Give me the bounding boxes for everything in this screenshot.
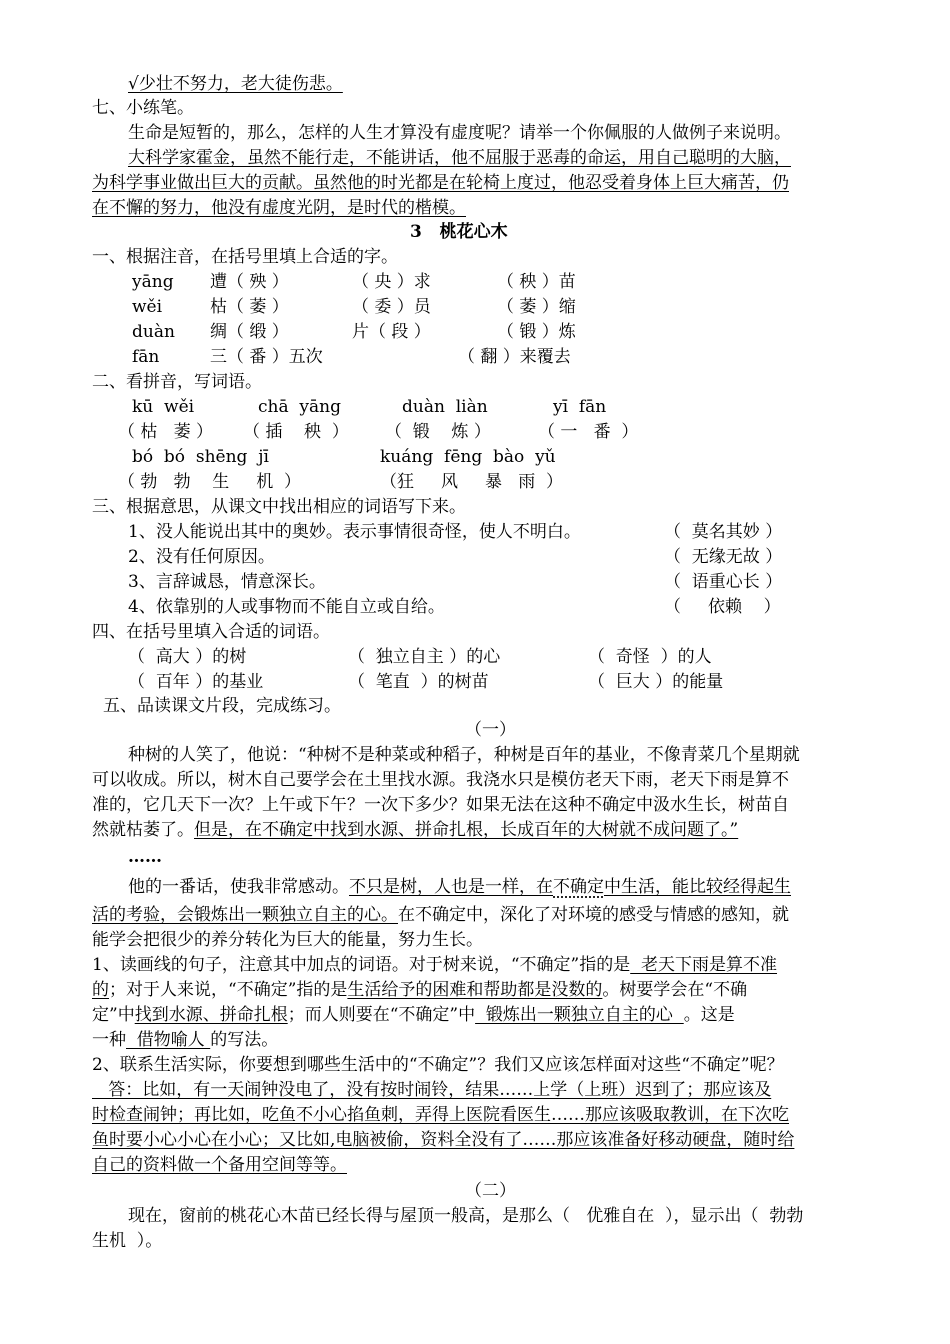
question-text: 的写法。 [210, 1030, 279, 1050]
fill-phrase: （ 奇怪 ）的人 [588, 647, 712, 667]
answer-item: （ 莫名其妙 ） [664, 522, 783, 542]
fill-phrase: （ 高大 ）的树 [128, 647, 247, 667]
underlined-sentence: 不只是树，人也是一样，在 [349, 877, 553, 897]
pinyin: wěi [132, 297, 163, 317]
answer-line: 答：比如，有一天闹钟没电了，没有按时闹铃，结果……上学（上班）迟到了；那应该及 [92, 1080, 772, 1100]
pinyin: yī fān [553, 397, 607, 417]
answer-line: 大科学家霍金，虽然不能行走，不能讲话，他不屈服于恶毒的命运，用自己聪明的大脑， [128, 148, 791, 168]
word-answer: （ 一 番 ） [538, 422, 639, 442]
fill-phrase: （ 笔直 ）的树苗 [348, 672, 489, 692]
answer-item: （ 无缘无故 ） [664, 547, 783, 567]
lesson-title: 3 桃花心木 [410, 222, 508, 242]
fill-item: （ 秧 ）苗 [497, 272, 576, 292]
passage-line: 准的，它几天下一次？上午或下午？一次下多少？如果无法在这种不确定中汲水生长，树苗自 [92, 795, 789, 815]
pinyin: yāng [132, 272, 174, 292]
exercise-line [92, 953, 777, 977]
fill-item: 遭（ 殃 ） [210, 272, 289, 292]
word-answer: （狂 风 暴 雨 ） [380, 472, 564, 492]
fill-item: （ 翻 ）来覆去 [458, 347, 571, 367]
passage-line: 现在，窗前的桃花心木苗已经长得与屋顶一般高，是那么（ 优雅自在 ），显示出（ 勃勃 [128, 1206, 804, 1226]
word-answer: （ 勃 勃 生 机 ） [118, 472, 302, 492]
pinyin: chā yāng [258, 397, 341, 417]
dotted-word: 不确定 [553, 877, 604, 897]
fill-phrase: （ 百年 ）的基业 [128, 672, 264, 692]
exercise-question: 2、联系生活实际，你要想到哪些生活中的“不确定”？我们又应该怎样面对这些“不确定”呢？ [92, 1055, 784, 1075]
answer-line: 时检查闹钟；再比如，吃鱼不小心掐鱼刺，弄得上医院看医生……那应该吸取教训，在下次吃 [92, 1105, 789, 1125]
passage-line: 种树的人笑了，他说：“种树不是种菜或种稻子，种树是百年的基业，不像青菜几个星期就 [128, 745, 800, 765]
passage-line [92, 903, 789, 927]
exercise-line [92, 1003, 735, 1027]
question-text: 1、读画线的句子，注意其中加点的词语。对于树来说，“不确定”指的是 [92, 955, 631, 975]
passage-text: 在不确定中，深化了对环境的感受与情感的感知，就 [398, 905, 789, 925]
question-item: 3、言辞诚恳，情意深长。 [128, 572, 326, 592]
fill-item: （ 委 ）员 [352, 297, 431, 317]
fill-item: 枯（ 萎 ） [210, 297, 289, 317]
pinyin: kū wěi [132, 397, 195, 417]
fill-phrase: （ 巨大 ）的能量 [588, 672, 724, 692]
word-answer: （ 锻 炼 ） [385, 422, 491, 442]
question-text: 。树要学会在“不确 [602, 980, 748, 1000]
fill-item: 绸（ 缎 ） [210, 322, 289, 342]
passage-line [92, 818, 738, 842]
underlined-sentence: 中生活，能比较经得起生 [604, 877, 791, 897]
pinyin: bó bó shēng jī [132, 447, 269, 467]
answer-line: 自己的资料做一个备用空间等等。 [92, 1155, 347, 1175]
question-text: ；而人则要在“不确定”中 [287, 1005, 476, 1025]
part-label: （二） [465, 1181, 516, 1201]
passage-line: 能学会把很少的养分转化为巨大的能量，努力生长。 [92, 930, 483, 950]
word-answer: （ 枯 萎 ） [118, 422, 214, 442]
pinyin: duàn liàn [402, 397, 488, 417]
passage-line [128, 875, 791, 899]
writing-prompt: 生命是短暂的，那么，怎样的人生才算没有虚度呢？请举一个你佩服的人做例子来说明。 [128, 123, 791, 143]
question-text: ；对于人来说，“不确定”指的是 [109, 980, 348, 1000]
answer-text: 生活给予的困难和帮助都是没数的 [347, 980, 603, 1000]
answer-item: （ 依赖 ） [664, 597, 781, 617]
passage-text: 然就枯萎了。 [92, 820, 194, 840]
passage-text: 他的一番话，使我非常感动。 [128, 877, 349, 897]
ellipsis: …… [128, 847, 162, 867]
pinyin: kuáng fēng bào yǔ [380, 447, 556, 467]
question-text: 一种 [92, 1030, 126, 1050]
section-heading-2: 二、看拼音，写词语。 [92, 372, 262, 392]
underlined-sentence: 但是，在不确定中找到水源、拼命扎根，长成百年的大树就不成问题了。” [194, 820, 739, 840]
section-heading-1: 一、根据注音，在括号里填上合适的字。 [92, 247, 398, 267]
answer-text: 借物喻人 [126, 1030, 211, 1050]
fill-phrase: （ 独立自主 ）的心 [348, 647, 501, 667]
question-text: 定”中 [92, 1005, 135, 1025]
exercise-line [92, 1028, 278, 1052]
section-heading-4: 四、在括号里填入合适的词语。 [92, 622, 330, 642]
word-answer: （ 插 秧 ） [243, 422, 349, 442]
answer-text: 的 [92, 980, 109, 1000]
underlined-sentence: 活的考验，会锻炼出一颗独立自主的心。 [92, 905, 398, 925]
pinyin: duàn [132, 322, 175, 342]
answer-text: 老天下雨是算不准 [630, 955, 778, 975]
answer-text: 找到水源、拼命扎根 [134, 1005, 288, 1025]
fill-item: （ 央 ）求 [352, 272, 431, 292]
answer-line: √少壮不努力，老大徒伤悲。 [128, 74, 343, 94]
passage-line: 生机 ）。 [92, 1231, 163, 1251]
part-label: （一） [465, 720, 516, 740]
question-item: 1、没人能说出其中的奥妙。表示事情很奇怪，使人不明白。 [128, 522, 581, 542]
fill-item: （ 锻 ）炼 [497, 322, 576, 342]
answer-text: 锻炼出一颗独立自主的心 [475, 1005, 684, 1025]
section-heading-3: 三、根据意思，从课文中找出相应的词语写下来。 [92, 497, 466, 517]
fill-item: 三（ 番 ）五次 [210, 347, 323, 367]
question-item: 2、没有任何原因。 [128, 547, 275, 567]
passage-line: 可以收成。所以，树木自己要学会在土里找水源。我浇水只是模仿老天下雨，老天下雨是算不 [92, 770, 789, 790]
section-heading-5: 五、品读课文片段，完成练习。 [103, 696, 341, 716]
answer-line: 在不懈的努力，他没有虚度光阴，是时代的楷模。 [92, 198, 466, 218]
section-heading-7: 七、小练笔。 [92, 98, 194, 118]
exercise-line [92, 978, 747, 1002]
answer-line: 为科学事业做出巨大的贡献。虽然他的时光都是在轮椅上度过，他忍受着身体上巨大痛苦，仍 [92, 173, 789, 193]
fill-item: （ 萎 ）缩 [497, 297, 576, 317]
answer-item: （ 语重心长 ） [664, 572, 783, 592]
question-item: 4、依靠别的人或事物而不能自立或自给。 [128, 597, 445, 617]
pinyin: fān [132, 347, 160, 367]
answer-line: 鱼时要小心小心在小心；又比如,电脑被偷，资料全没有了……那应该准备好移动硬盘，随时给 [92, 1130, 795, 1150]
question-text: 。这是 [683, 1005, 735, 1025]
fill-item: 片（ 段 ） [352, 322, 431, 342]
